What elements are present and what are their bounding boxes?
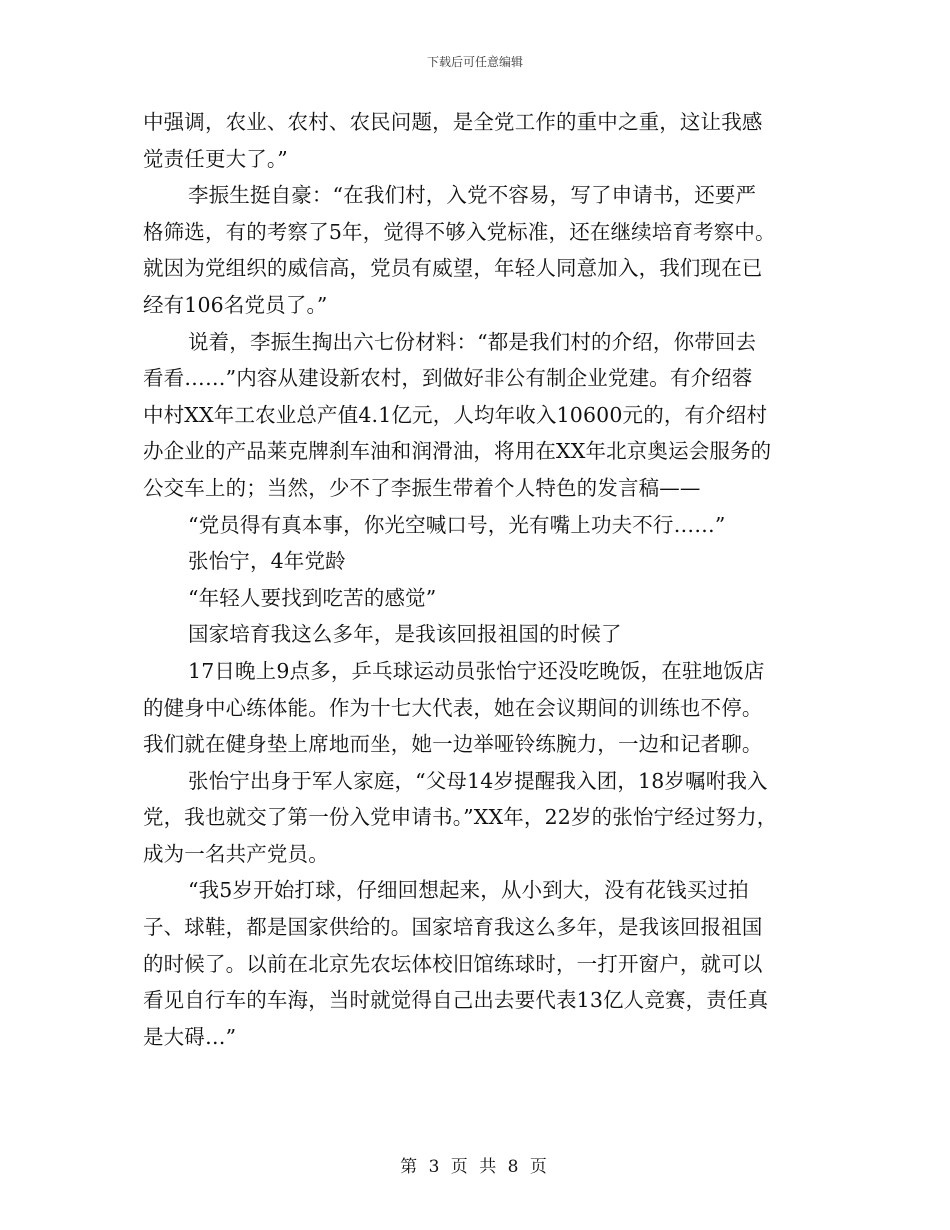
text-line: 党，我也就交了第一份入党申请书。”XX年，22岁的张怡宁经过努力， xyxy=(143,805,778,830)
text-line: 的时候了。以前在北京先农坛体校旧馆练球时，一打开窗户，就可以 xyxy=(143,951,763,976)
text-line: 子、球鞋，都是国家供给的。国家培育我这么多年，是我该回报祖国 xyxy=(143,915,763,940)
text-line: 李振生挺自豪：“在我们村，入党不容易，写了申请书，还要严 xyxy=(188,183,757,208)
text-line: 就因为党组织的威信高，党员有威望，年轻人同意加入，我们现在已 xyxy=(143,256,763,281)
section-heading: 张怡宁，4年党龄 xyxy=(188,549,346,574)
text-line: 成为一名共产党员。 xyxy=(143,841,329,866)
text-line: 办企业的产品莱克牌刹车油和润滑油，将用在XX年北京奥运会服务的 xyxy=(143,439,772,464)
page-number: 第 3 页 共 8 页 xyxy=(400,1157,550,1177)
text-line: 经有106名党员了。” xyxy=(143,292,328,317)
text-line: “党员得有真本事，你光空喊口号，光有嘴上功夫不行……” xyxy=(188,512,726,537)
text-line: 看看……”内容从建设新农村，到做好非公有制企业党建。有介绍蓉 xyxy=(143,366,753,391)
text-line: 张怡宁出身于军人家庭，“父母14岁提醒我入团，18岁嘱咐我入 xyxy=(188,768,768,793)
text-line: 看见自行车的车海，当时就觉得自己出去要代表13亿人竞赛，责任真 xyxy=(143,988,769,1013)
text-line: “我5岁开始打球，仔细回想起来，从小到大，没有花钱买过拍 xyxy=(188,878,749,903)
text-line: 我们就在健身垫上席地而坐，她一边举哑铃练腕力，一边和记者聊。 xyxy=(143,732,763,757)
text-line: 中强调，农业、农村、农民问题，是全党工作的重中之重，这让我感 xyxy=(143,110,763,134)
section-heading: “年轻人要找到吃苦的感觉” xyxy=(188,585,437,610)
text-line: 是大碍…” xyxy=(143,1024,237,1049)
section-heading: 国家培育我这么多年，是我该回报祖国的时候了 xyxy=(188,622,622,647)
text-line: 中村XX年工农业总产值4.1亿元，人均年收入10600元的，有介绍村 xyxy=(143,402,768,427)
text-line: 的健身中心练体能。作为十七大代表，她在会议期间的训练也不停。 xyxy=(143,695,763,720)
text-line: 17日晚上9点多，乒乓球运动员张怡宁还没吃晚饭，在驻地饭店 xyxy=(188,658,765,683)
text-line: 格筛选，有的考察了5年，觉得不够入党标准，还在继续培育考察中。 xyxy=(143,219,776,244)
text-line: 公交车上的；当然，少不了李振生带着个人特色的发言稿—— xyxy=(143,475,701,500)
text-line: 说着，李振生掏出六七份材料：“都是我们村的介绍，你带回去 xyxy=(188,329,757,354)
article-body xyxy=(143,104,811,1055)
page-header-note: 下载后可任意编辑 xyxy=(426,55,523,69)
text-line: 觉责任更大了。” xyxy=(143,146,288,171)
